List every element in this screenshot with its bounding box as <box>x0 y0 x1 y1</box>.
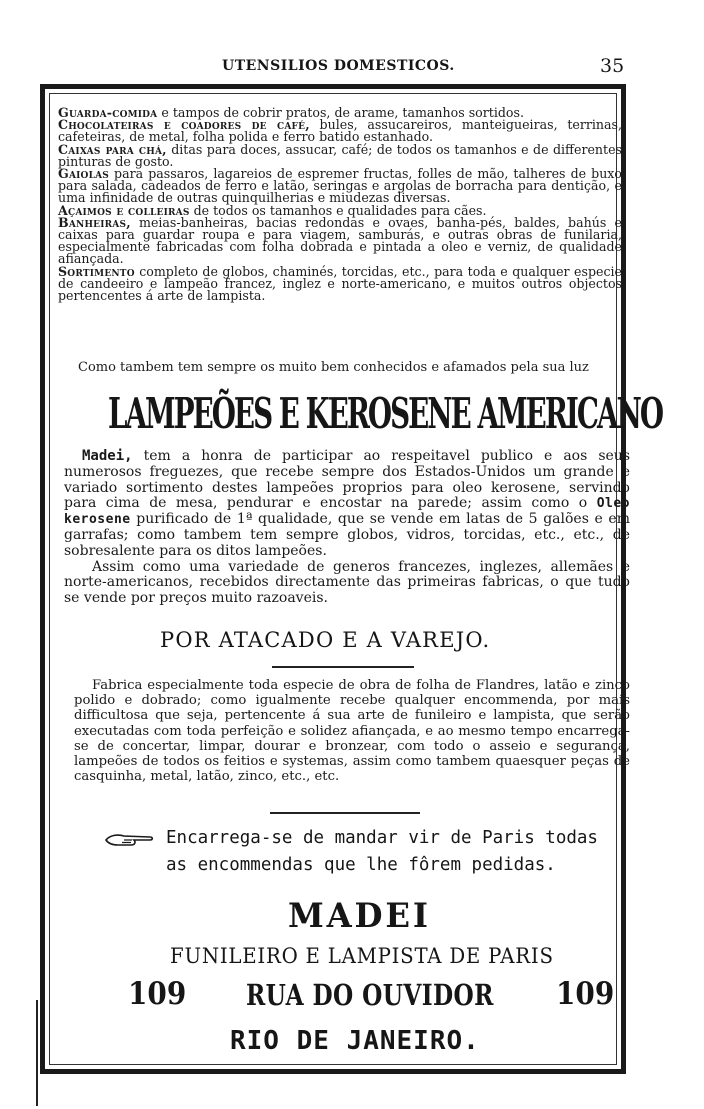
list-item: Guarda-comida e tampos de cobrir pratos, de arame, tamanhos sortidos. <box>58 105 524 120</box>
list-item: Sortimento completo de globos, chaminés, torcidas, etc., para toda e qualquer especie de candeeiro e lampeão francez, inglez e norte-americano, e muitos outros objectos pertencentes á arte de lampista. <box>58 263 622 304</box>
margin-rule <box>36 1000 38 1106</box>
street-number-right: 109 <box>556 976 615 1012</box>
paragraph-second: Assim como uma variedade de generos francezes, inglezes, allemães e norte-americanos, recebidos directamente das primeiras fabricas, o que tudo se vende por preços muito razoaveis. <box>64 558 630 607</box>
merchant-name-inline: Madei, <box>82 448 133 464</box>
paris-notice-line-1: Encarrega-se de mandar vir de Paris todas <box>166 828 598 848</box>
page-number: 35 <box>600 55 625 77</box>
intro-line: Como tambem tem sempre os muito bem conhecidos e afamados pela sua luz <box>78 360 589 375</box>
factory-paragraph: Fabrica especialmente toda especie de obra de folha de Flandres, latão e zinco polido e dobrado; como igualmente recebe qualquer encommenda, por mais difficultosa que seja, pertencente á sua arte de funileiro e lampista, que serão executadas com toda perfeição e solidez afiançada, e ao mesmo tempo encarrega-se de concertar, limpar, dourar e bronzear, com todo o asseio e segurança, lampeões de todos os feitios e systemas, assim como tambem quaesquer peças de casquinha, metal, latão, zinco, etc., etc. <box>74 678 630 785</box>
pointing-hand-icon <box>104 831 154 849</box>
merchant-name: MADEI <box>288 896 431 936</box>
product-name: Oleo kerosene <box>64 496 630 528</box>
divider <box>272 666 414 668</box>
divider <box>270 812 420 814</box>
main-paragraph <box>64 449 630 607</box>
city-name: RIO DE JANEIRO. <box>230 1026 480 1056</box>
list-item: Caixas para chá, ditas para doces, assucar, café; de todos os tamanhos e de differentes pinturas de gosto. <box>58 141 623 169</box>
running-title: UTENSILIOS DOMESTICOS. <box>222 58 455 74</box>
wholesale-line: POR ATACADO E A VAREJO. <box>160 628 491 652</box>
list-item: Chocolateiras e coadores de café, bules, assucareiros, manteigueiras, terrinas, cafeteiras, de metal, folha polida e ferro batido estanhado. <box>58 117 622 145</box>
list-item: Gaiolas para passaros, lagareios de espremer fructas, folles de mão, talheres de buxo para salada, cadeados de ferro e latão, seringas e argolas de borracha para dentição, e uma infinidade de outras quinquilherias e miudezas diversas. <box>58 166 622 206</box>
street-name: RUA DO OUVIDOR <box>246 978 494 1012</box>
list-item: Açaimos e colleiras de todos os tamanhos e qualidades para cães. <box>58 202 487 218</box>
page-header <box>0 55 704 80</box>
paragraph-first: Madei, tem a honra de participar ao respeitavel publico e aos seus numerosos freguezes, que recebe sempre dos Estados-Unidos um grande e variado sortimento destes lampeões proprios para oleo kerosene, servindo para cima de mesa, pendurar e encostar na parede; assim como o Oleo kerosene purificado de 1ª qualidade, que se vende em latas de 5 galões e em garrafas; como tambem tem sempre globos, vidros, torcidas, etc., etc., de sobresalente para os ditos lampeões. <box>64 448 630 559</box>
list-item: Banheiras, meias-banheiras, bacias redondas e ovaes, banha-pés, baldes, bahús e caixas para guardar roupa e para viagem, samburás, e outras obras de funilaria, especialmente fabricadas com folha dobrada e pintada a oleo e verniz, de qualidade afiançada. <box>58 214 622 267</box>
paris-notice-line-2: as encommendas que lhe fôrem pedidas. <box>166 855 556 875</box>
occupation: FUNILEIRO E LAMPISTA DE PARIS <box>170 944 554 968</box>
street-number-left: 109 <box>128 976 187 1012</box>
product-list <box>58 107 622 302</box>
main-headline: LAMPEÕES E KEROSENE AMERICANO <box>108 389 663 438</box>
